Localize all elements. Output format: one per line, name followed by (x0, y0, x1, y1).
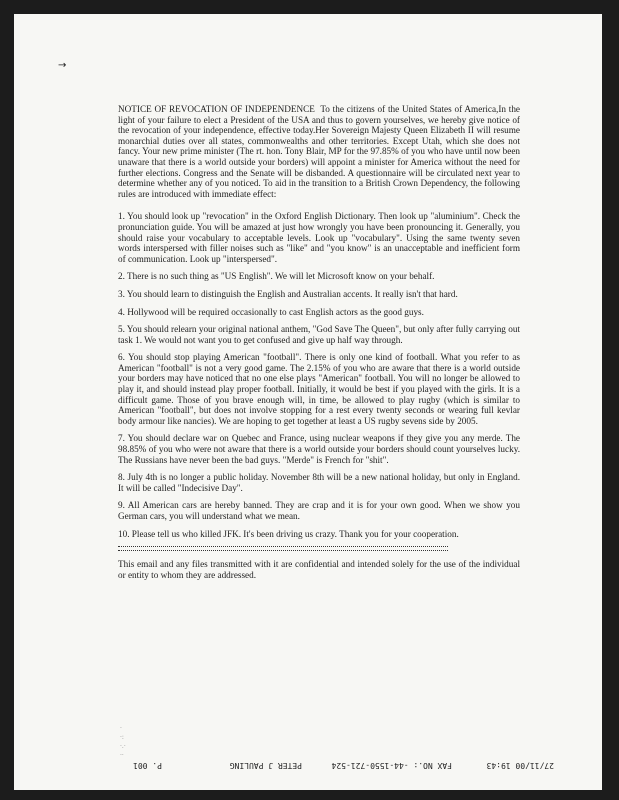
rule-1: 1. You should look up "revocation" in the Oxford English Dictionary. Then look up "aluminium". Check the pronunciation guide. You will be amazed at just how wrongly you have been pronouncing it. Generally, you should raise your vocabulary to acceptable levels. Look up "vocabulary". Using the same twenty seven words interspersed with filler noises such as "like" and "you know" is an unacceptable and inefficient form of communication. Look up "interspersed". (118, 211, 520, 264)
rule-10: 10. Please tell us who killed JFK. It's been driving us crazy. Thank you for your cooperation. (118, 528, 459, 539)
separator-line (118, 546, 448, 551)
notice-intro: To the citizens of the United States of America,In the light of your failure to elect a President of the USA and thus to govern yourselves, we hereby give notice of the revocation of your independence, effective today.Her Sovereign Majesty Queen Elizabeth II will resume monarchial duties over all states, commonwealths and other territories. Except Utah, which she does not fancy. Your new prime minister (The rt. hon. Tony Blair, MP for the 97.85% of you who have until now been unaware that there is a world outside your borders) will appoint a minister for America without the need for further elections. Congress and the Senate will be disbanded. A questionnaire will be circulated next year to determine whether any of you noticed. To aid in the transition to a British Crown Dependency, the following rules are introduced with immediate effect: (118, 104, 520, 199)
corner-mark: → (58, 60, 67, 71)
notice-intro-paragraph (118, 104, 520, 199)
notice-title: NOTICE OF REVOCATION OF INDEPENDENCE (118, 104, 315, 114)
fax-page (14, 14, 602, 790)
rule-5: 5. You should relearn your original national anthem, "God Save The Queen", but only after fully carrying out task 1. We would not want you to get confused and give up half way through. (118, 324, 520, 345)
rule-8: 8. July 4th is no longer a public holiday. November 8th will be a new national holiday, but only in England. It will be called "Indecisive Day". (118, 472, 520, 493)
fax-datetime: 27/11/00 19:43 (486, 761, 554, 770)
notice-document (118, 104, 520, 587)
rule-7: 7. You should declare war on Quebec and France, using nuclear weapons if they give you any merde. The 98.85% of you who were not aware that there is a world outside your borders should count yourselves lucky. The Russians have never been the bad guys. "Merde" is French for "shit". (118, 433, 520, 465)
rule-4: 4. Hollywood will be required occasionally to cast English actors as the good guys. (118, 306, 424, 317)
rule-6: 6. You should stop playing American "football". There is only one kind of football. What you refer to as American "football" is not a very good game. The 2.15% of you who are aware that there is a world outside your borders may have noticed that no one else plays "American" football. You will no longer be allowed to play it, and should instead play proper football. Initially, it would be best if you played with the girls. It is a difficult game. Those of you brave enough will, in time, be allowed to play rugby (which is similar to American "football", but does not involve stopping for a rest every twenty seconds or wearing full kevlar body armour like nancies). We are hoping to get together at least a US rugby sevens side by 2005. (118, 352, 520, 426)
rule-2: 2. There is no such thing as "US English". We will let Microsoft know on your behalf. (118, 271, 435, 282)
rule-3: 3. You should learn to distinguish the English and Australian accents. It really isn't that hard. (118, 288, 458, 299)
scan-specks: · ·: ·.· ·· (120, 725, 126, 759)
email-disclaimer: This email and any files transmitted with it are confidential and intended solely for the use of the individual or entity to whom they are addressed. (118, 559, 520, 580)
rule-9: 9. All American cars are hereby banned. They are crap and it is for your own good. When we show you German cars, you will understand what we mean. (118, 500, 520, 521)
fax-header-strip (14, 758, 602, 772)
fax-sender: PETER J PAULING (229, 761, 302, 770)
fax-number: FAX NO.: -44-1550-721-524 (331, 761, 452, 770)
fax-page-number: P. 001 (133, 761, 162, 770)
